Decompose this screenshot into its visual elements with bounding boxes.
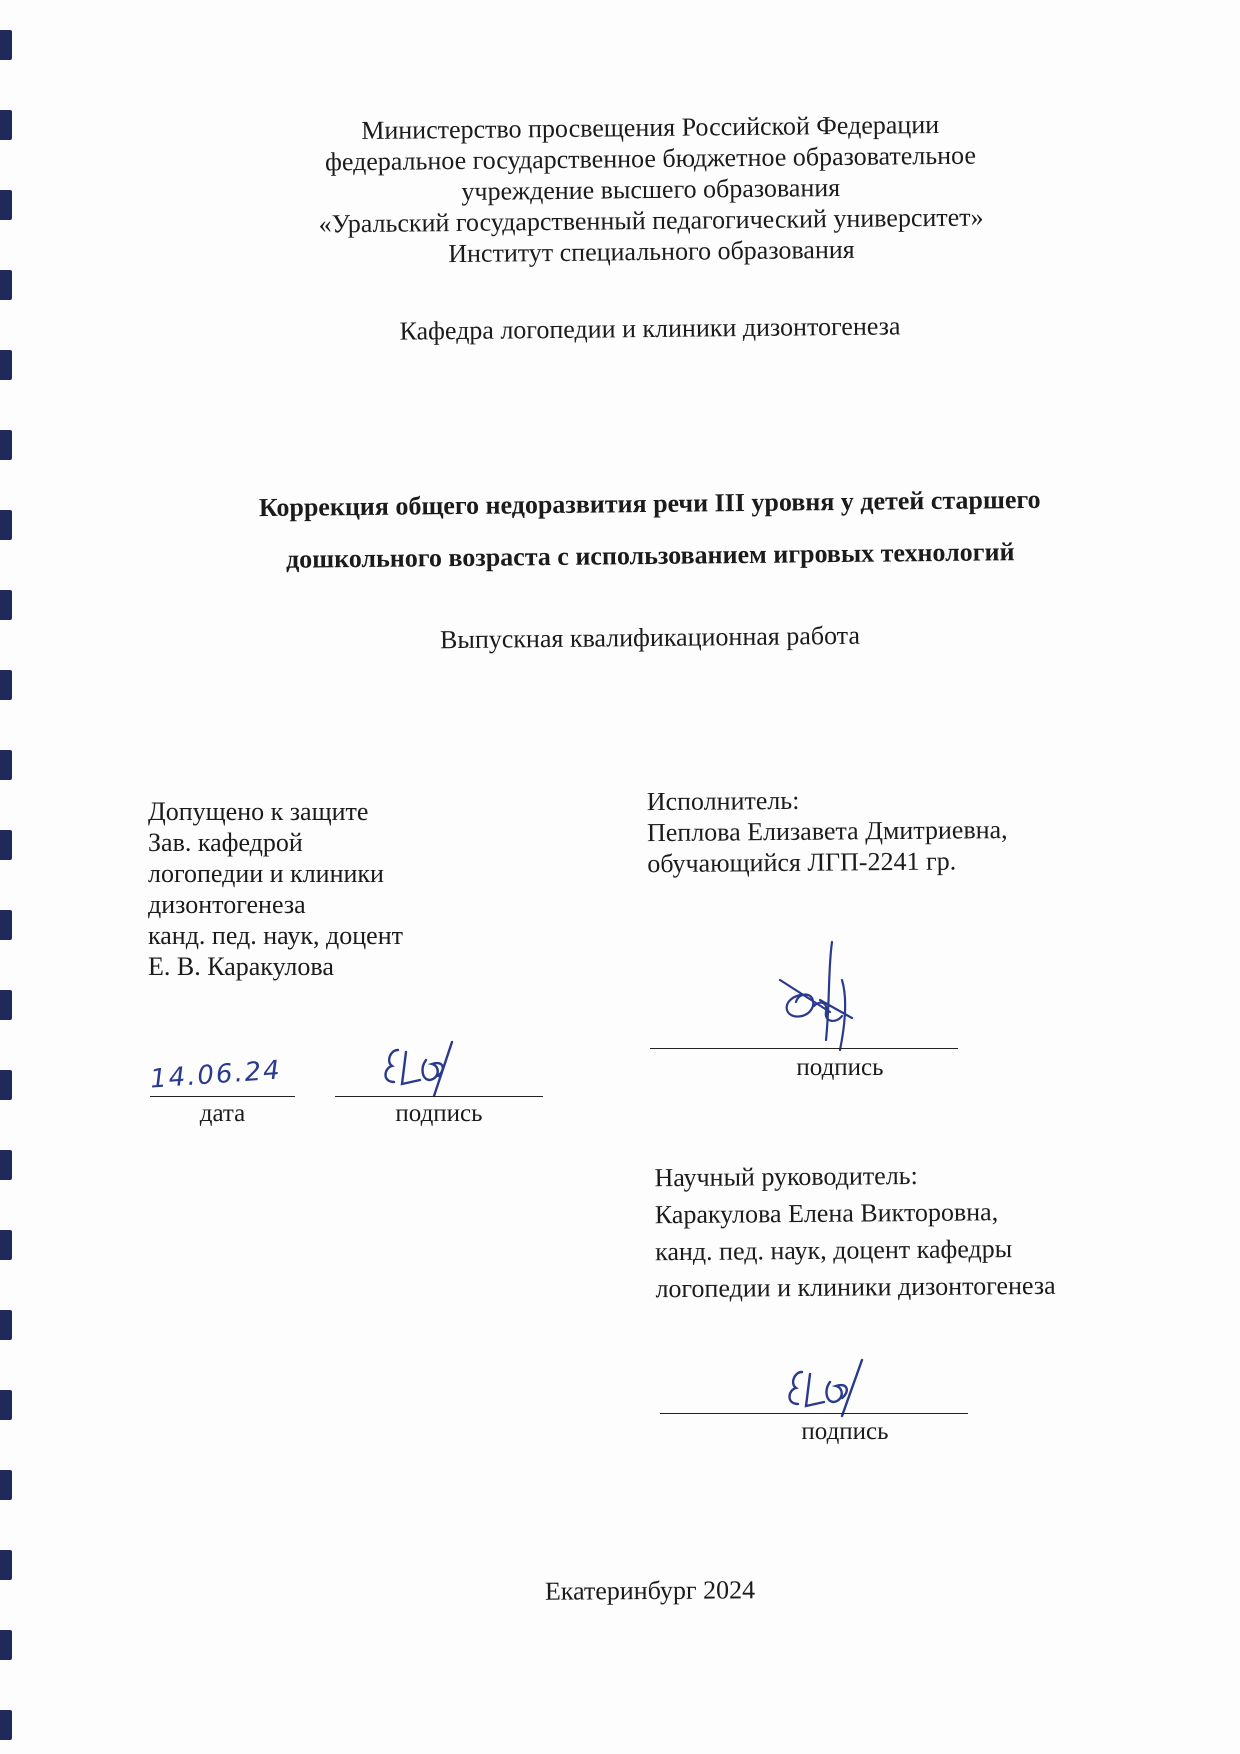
binding-hole <box>0 110 12 140</box>
work-type: Выпускная квалификационная работа <box>439 620 861 655</box>
ministry-line: Министерство просвещения Российской Федерации <box>361 109 940 146</box>
binding-hole <box>0 190 12 220</box>
binding-hole <box>0 1150 12 1180</box>
admission-line: Зав. кафедрой <box>148 828 303 857</box>
binding-hole <box>0 670 12 700</box>
city-year: Екатеринбург 2024 <box>544 1575 756 1606</box>
binding-hole <box>0 30 12 60</box>
advisor-line: Научный руководитель: <box>654 1160 918 1193</box>
binding-hole <box>0 830 12 860</box>
institution-type-line: федеральное государственное бюджетное образовательное <box>324 140 977 177</box>
admission-line: дизонтогенеза <box>148 890 306 919</box>
advisor-line: логопедии и клиники дизонтогенеза <box>655 1270 1056 1304</box>
binding-hole <box>0 1630 12 1660</box>
admission-line: Допущено к защите <box>148 797 369 826</box>
executor-signature-caption: подпись <box>796 1054 884 1081</box>
binding-hole <box>0 1710 12 1740</box>
institution-level-line: учреждение высшего образования <box>461 173 841 206</box>
binding-hole <box>0 510 12 540</box>
thesis-title <box>169 473 1130 587</box>
department-name: Кафедра логопедии и клиники дизонтогенеза <box>399 311 901 346</box>
binding-hole <box>0 1070 12 1100</box>
date-caption: дата <box>199 1100 246 1127</box>
binding-hole <box>0 1310 12 1340</box>
date-line <box>150 1096 295 1097</box>
admission-line: Е. В. Каракулова <box>148 952 334 981</box>
head-signature <box>360 1040 500 1100</box>
executor-signature <box>740 940 880 1060</box>
binding-hole <box>0 350 12 380</box>
admission-line: логопедии и клиники <box>148 859 384 888</box>
advisor-signature-line <box>660 1413 968 1414</box>
binding-hole <box>0 1470 12 1500</box>
head-signature-line <box>335 1096 543 1097</box>
advisor-line: Каракулова Елена Викторовна, <box>654 1197 999 1230</box>
thesis-title-line-2: дошкольного возраста с использованием игровых технологий <box>285 537 1015 574</box>
binding-hole <box>0 1390 12 1420</box>
binding-hole <box>0 990 12 1020</box>
binding-hole <box>0 590 12 620</box>
advisor-block <box>654 1155 1175 1308</box>
executor-line: Пеплова Елизавета Дмитриевна, <box>646 815 1008 848</box>
executor-line: обучающийся ЛГП-2241 гр. <box>647 846 957 879</box>
admission-line: канд. пед. наук, доцент <box>148 921 403 950</box>
university-name-line: «Уральский государственный педагогический университет» <box>318 202 984 239</box>
executor-block <box>647 782 1148 879</box>
advisor-signature <box>780 1358 900 1418</box>
handwritten-date: 14.06.24 <box>149 1055 283 1095</box>
binding-hole <box>0 1230 12 1260</box>
binding-hole <box>0 750 12 780</box>
binding-holes <box>0 0 14 1754</box>
executor-signature-line <box>650 1048 958 1049</box>
binding-hole <box>0 910 12 940</box>
executor-line: Исполнитель: <box>646 785 800 817</box>
binding-hole <box>0 1550 12 1580</box>
admission-block <box>148 796 568 982</box>
institution-header <box>190 107 1112 272</box>
binding-hole <box>0 270 12 300</box>
advisor-line: канд. пед. наук, доцент кафедры <box>655 1234 1013 1267</box>
institute-line: Институт специального образования <box>448 234 855 269</box>
head-signature-caption: подпись <box>395 1100 483 1127</box>
binding-hole <box>0 430 12 460</box>
thesis-title-line-1: Коррекция общего недоразвития речи III уровня у детей старшего <box>258 484 1041 523</box>
advisor-signature-caption: подпись <box>801 1418 889 1445</box>
